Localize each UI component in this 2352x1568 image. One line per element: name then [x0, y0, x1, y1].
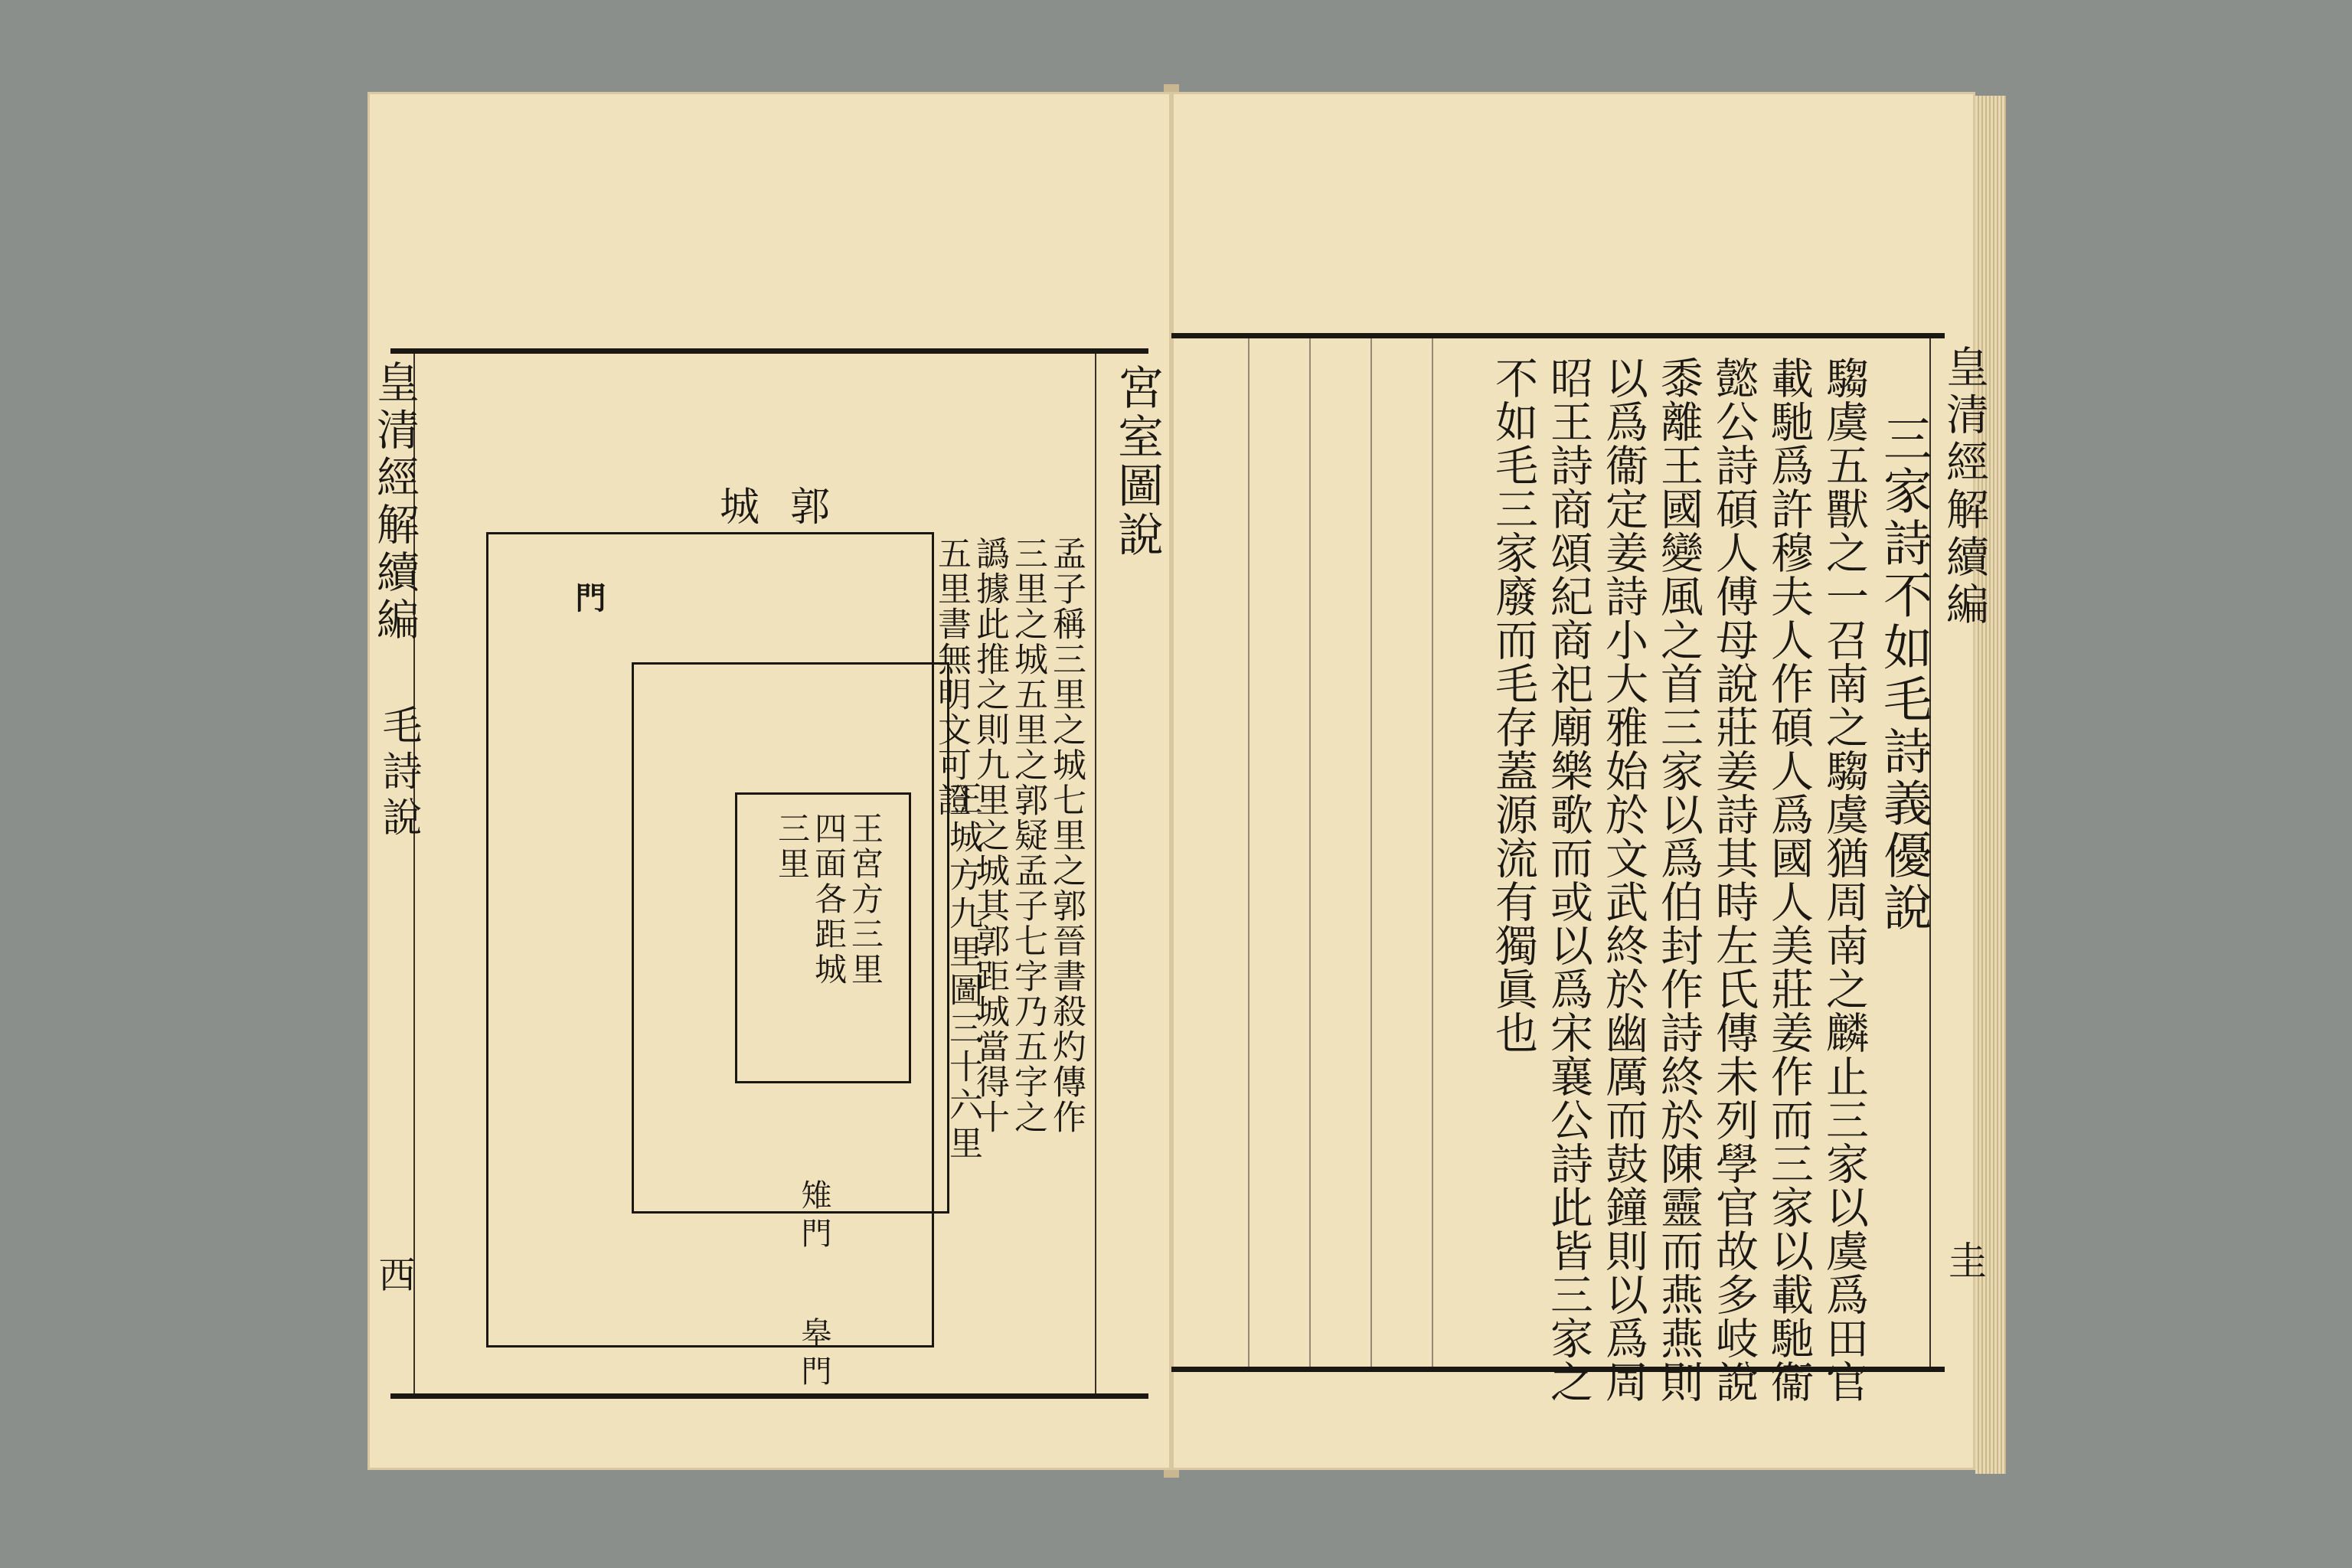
column-rule: [1432, 338, 1433, 1367]
top-border: [1171, 333, 1945, 338]
gate-label-zhi: 雉門: [796, 1179, 831, 1256]
gate-label-gao: 皋門: [796, 1317, 831, 1393]
bottom-border: [390, 1393, 1148, 1399]
text-column: 載馳爲許穆夫人作碩人爲國人美莊姜作而三家以載馳衞: [1764, 356, 1814, 1403]
column-rule: [1370, 338, 1372, 1367]
column-rule: [1309, 338, 1311, 1367]
top-border: [390, 348, 1148, 354]
explanation-line-2: 三里之城五里之郭疑孟子七字乃五字之: [1008, 536, 1047, 1135]
explanation-line-4: 五里書無明文可證: [932, 536, 971, 818]
column-rule: [1248, 338, 1250, 1367]
explanation-line-1: 孟子稱三里之城七里之郭晉書殺灼傳作: [1047, 536, 1086, 1135]
margin-page-number: 西: [372, 1256, 415, 1292]
column-rule: [1095, 354, 1096, 1393]
essay-title: 三家詩不如毛詩義優說: [1875, 413, 1932, 934]
left-page: [368, 92, 1171, 1470]
section-title: 宮室圖說: [1110, 364, 1164, 560]
text-column: 昭王詩商頌紀商祀廟樂歌而或以爲宋襄公詩此皆三家之: [1544, 356, 1593, 1403]
text-column: 黍離王國變風之首三家以爲伯封作詩終於陳靈而燕燕則: [1654, 356, 1704, 1403]
text-column: 不如毛三家廢而毛存蓋源流有獨眞也: [1488, 356, 1538, 1054]
text-column: 騶虞五獸之一召南之騶虞猶周南之麟止三家以虞爲田官: [1819, 356, 1869, 1403]
palace-label-line-1: 王宮方三里: [847, 812, 884, 988]
palace-label-line-3: 三里: [773, 812, 811, 882]
fish-tail-label: 毛詩說: [375, 704, 421, 842]
text-column: 以爲衞定姜詩小大雅始於文武終於幽厲而鼓鐘則以爲周: [1599, 356, 1648, 1403]
palace-label-line-2: 四面各距城: [810, 812, 848, 988]
text-column: 懿公詩碩人傅母說莊姜詩其時左氏傳未列學官故多岐說: [1709, 356, 1759, 1403]
margin-page-number: 圭: [1942, 1240, 1987, 1279]
margin-title: 皇清經解續編: [370, 360, 420, 645]
diagram-title: 城郭: [720, 485, 861, 531]
caption: 王城方九里圖三十六里: [943, 781, 982, 1164]
explanation-line-3: 譌據此推之則九里之城其郭距城當得十: [970, 536, 1009, 1135]
margin-title: 皇清經解續編: [1939, 345, 1989, 629]
gate-mark: 門: [570, 582, 606, 612]
right-page: [1171, 92, 1989, 1470]
